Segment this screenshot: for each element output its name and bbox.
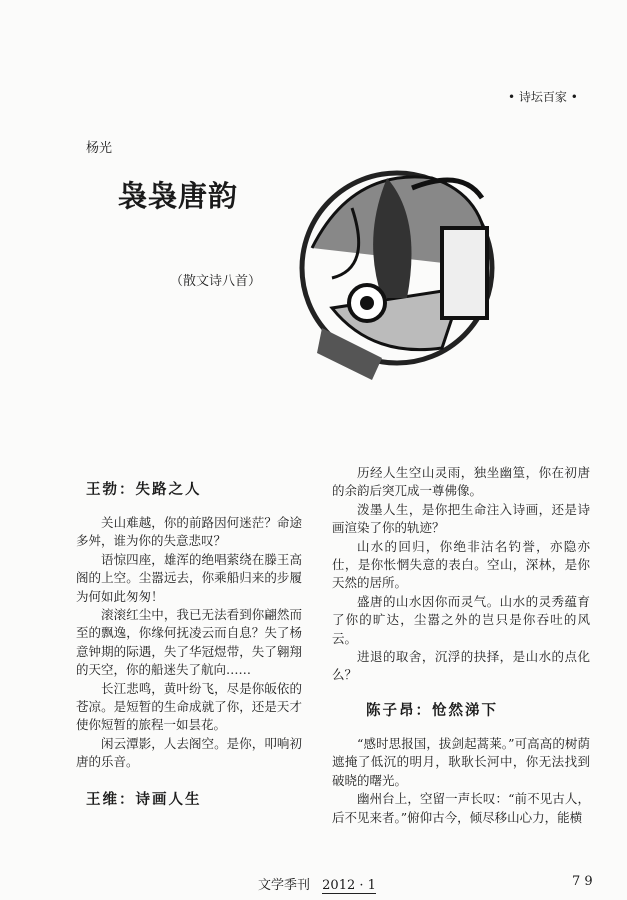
subtitle: （散文诗八首） [170, 274, 262, 289]
abstract-artwork [292, 158, 507, 383]
left-column [76, 480, 302, 810]
footer-journal [258, 874, 376, 893]
paragraph: 关山难越，你的前路因何迷茫？命途多舛，谁为你的失意悲叹？ [76, 515, 302, 549]
paragraph: 长江悲鸣，黄叶纷飞，尽是你皈依的苍凉。是短暂的生命成就了你，还是天才使你短暂的旅程一如昙花。 [76, 680, 302, 733]
section-heading: 王勃：失路之人 [86, 482, 202, 498]
paragraph: 盛唐的山水因你而灵气。山水的灵秀蕴育了你的旷达，尘嚣之外的岂只是你吞吐的风云。 [332, 593, 590, 646]
author: 杨光 [86, 141, 113, 156]
paragraph: 闲云潭影，人去阁空。是你，叩响初唐的乐音。 [76, 735, 302, 770]
paragraph: “感时思报国，拔剑起蒿莱。”可高高的树荫遮掩了低沉的明月，耿耿长河中，你无法找到破晓的曙光。 [332, 735, 590, 788]
paragraph: 语惊四座，雄浑的绝唱萦绕在滕王高阁的上空。尘嚣远去，你乘船归来的步履为何如此匆匆！ [76, 551, 302, 604]
section-heading: 王维：诗画人生 [86, 791, 202, 808]
paragraph: 进退的取舍，沉浮的抉择，是山水的点化么？ [332, 649, 590, 683]
paragraph: 历经人生空山灵雨，独坐幽篁，你在初唐的余韵后突兀成一尊佛像。 [332, 465, 590, 499]
paragraph: 幽州台上，空留一声长叹：“前不见古人，后不见来者。”俯仰古今，倾尽移山心力，能横 [332, 791, 590, 825]
journal-name: 文学季刊 [258, 878, 311, 893]
section-heading: 陈子昂：怆然涕下 [366, 702, 498, 719]
paragraph: 泼墨人生，是你把生命注入诗画，还是诗画渲染了你的轨迹？ [332, 501, 590, 536]
right-column [332, 464, 590, 827]
section-label: • 诗坛百家 • [508, 90, 578, 104]
paragraph: 滚滚红尘中，我已无法看到你翩然而至的飘逸，你缘何抚凌云而自息？失了杨意钟期的际遇，失了华冠煜带，失了翱翔的天空，你的船迷失了航向…… [76, 607, 302, 678]
page-number: 7 9 [572, 874, 593, 889]
issue-number: 2012 · 1 [322, 878, 376, 893]
paragraph: 山水的回归，你绝非沽名钓誉，亦隐亦仕，是你怅惘失意的表白。空山，深林，是你天然的居所。 [332, 538, 590, 591]
title: 袅袅唐韵 [118, 179, 239, 213]
